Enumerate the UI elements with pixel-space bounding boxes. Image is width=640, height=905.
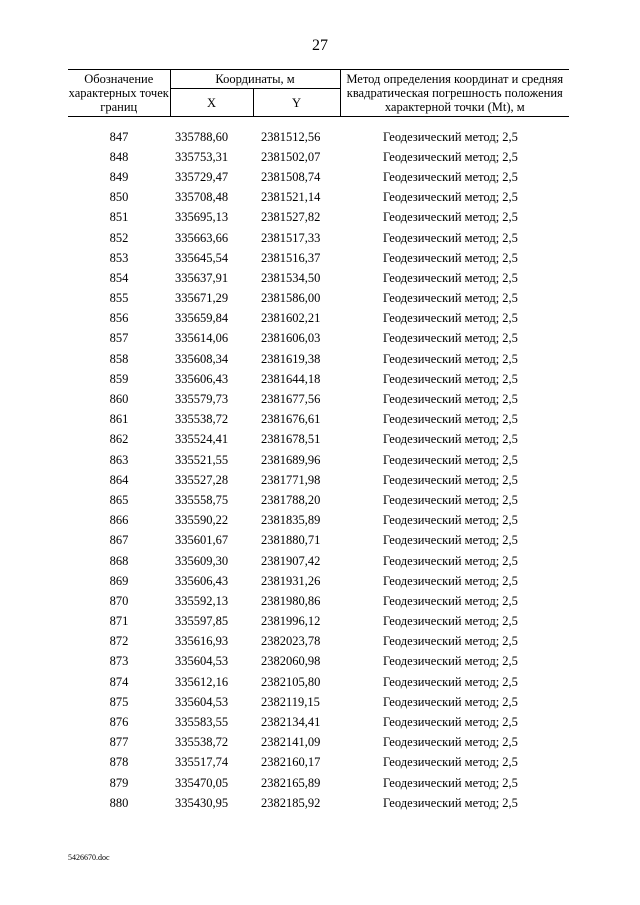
method-cell: Геодезический метод; 2,5: [383, 593, 518, 608]
table-row: [68, 672, 569, 692]
point-cell: 879: [109, 775, 129, 790]
y-cell: 2382165,89: [261, 775, 321, 790]
y-cell: 2382060,98: [261, 654, 321, 669]
method-cell: Геодезический метод; 2,5: [383, 452, 518, 467]
point-cell: 866: [109, 513, 129, 528]
method-cell: Геодезический метод; 2,5: [383, 149, 518, 164]
x-cell: 335524,41: [175, 432, 229, 447]
x-cell: 335606,43: [175, 573, 229, 588]
table-row: [68, 268, 569, 288]
method-cell: Геодезический метод; 2,5: [383, 674, 518, 689]
x-cell: 335538,72: [175, 735, 229, 750]
x-cell: 335597,85: [175, 614, 229, 629]
table-row: [68, 712, 569, 732]
x-cell: 335616,93: [175, 634, 229, 649]
y-cell: 2381534,50: [261, 270, 321, 285]
coordinates-table-wrapper: [68, 69, 569, 813]
y-cell: 2381527,82: [261, 210, 321, 225]
method-cell: Геодезический метод; 2,5: [383, 129, 518, 144]
header-point-label: Обозначение характерных точек границ: [68, 70, 170, 117]
x-cell: 335517,74: [175, 755, 229, 770]
x-cell: 335604,53: [175, 694, 229, 709]
coordinates-table: [68, 69, 569, 813]
x-cell: 335788,60: [175, 129, 229, 144]
x-cell: 335659,84: [175, 311, 229, 326]
table-row: [68, 571, 569, 591]
method-cell: Геодезический метод; 2,5: [383, 472, 518, 487]
point-cell: 857: [109, 331, 129, 346]
table-row: [68, 289, 569, 309]
method-cell: Геодезический метод; 2,5: [383, 654, 518, 669]
x-cell: 335604,53: [175, 654, 229, 669]
table-row: [68, 470, 569, 490]
y-cell: 2381606,03: [261, 331, 321, 346]
y-cell: 2382119,15: [261, 694, 320, 709]
point-cell: 871: [109, 614, 129, 629]
method-cell: Геодезический метод; 2,5: [383, 190, 518, 205]
y-cell: 2381521,14: [261, 190, 321, 205]
table-row: [68, 450, 569, 470]
method-cell: Геодезический метод; 2,5: [383, 291, 518, 306]
method-cell: Геодезический метод; 2,5: [383, 432, 518, 447]
table-row: [68, 652, 569, 672]
y-cell: 2381771,98: [261, 472, 321, 487]
method-cell: Геодезический метод; 2,5: [383, 694, 518, 709]
header-x: X: [170, 89, 253, 117]
x-cell: 335430,95: [175, 795, 229, 810]
y-cell: 2381517,33: [261, 230, 321, 245]
y-cell: 2381880,71: [261, 533, 321, 548]
point-cell: 860: [109, 392, 129, 407]
x-cell: 335606,43: [175, 371, 229, 386]
table-row: [68, 410, 569, 430]
table-row: [68, 531, 569, 551]
method-cell: Геодезический метод; 2,5: [383, 715, 518, 730]
x-cell: 335470,05: [175, 775, 229, 790]
y-cell: 2382023,78: [261, 634, 321, 649]
point-cell: 855: [109, 291, 129, 306]
y-cell: 2382141,09: [261, 735, 321, 750]
method-cell: Геодезический метод; 2,5: [383, 311, 518, 326]
table-row: [68, 309, 569, 329]
y-cell: 2381677,56: [261, 392, 321, 407]
point-cell: 868: [109, 553, 129, 568]
method-cell: Геодезический метод; 2,5: [383, 169, 518, 184]
table-row: [68, 349, 569, 369]
point-cell: 873: [109, 654, 129, 669]
table-row: [68, 632, 569, 652]
method-cell: Геодезический метод; 2,5: [383, 735, 518, 750]
point-cell: 850: [109, 190, 129, 205]
y-cell: 2381512,56: [261, 129, 321, 144]
method-cell: Геодезический метод; 2,5: [383, 371, 518, 386]
y-cell: 2381907,42: [261, 553, 321, 568]
x-cell: 335614,06: [175, 331, 229, 346]
method-cell: Геодезический метод; 2,5: [383, 270, 518, 285]
x-cell: 335521,55: [175, 452, 229, 467]
point-cell: 876: [109, 715, 129, 730]
table-row: [68, 692, 569, 712]
y-cell: 2381689,96: [261, 452, 321, 467]
y-cell: 2381516,37: [261, 250, 321, 265]
x-cell: 335671,29: [175, 291, 229, 306]
y-cell: 2381980,86: [261, 593, 321, 608]
point-cell: 856: [109, 311, 129, 326]
y-cell: 2382160,17: [261, 755, 321, 770]
table-row: [68, 511, 569, 531]
point-cell: 859: [109, 371, 129, 386]
table-row: [68, 167, 569, 187]
table-row: [68, 369, 569, 389]
method-cell: Геодезический метод; 2,5: [383, 492, 518, 507]
point-cell: 875: [109, 694, 129, 709]
point-cell: 865: [109, 492, 129, 507]
point-cell: 858: [109, 351, 129, 366]
table-row: [68, 208, 569, 228]
point-cell: 847: [109, 129, 129, 144]
page-number: 27: [312, 37, 328, 54]
point-cell: 872: [109, 634, 129, 649]
method-cell: Геодезический метод; 2,5: [383, 513, 518, 528]
y-cell: 2381835,89: [261, 513, 321, 528]
table-row: [68, 248, 569, 268]
table-row: [68, 551, 569, 571]
point-cell: 867: [109, 533, 129, 548]
table-row: [68, 188, 569, 208]
point-cell: 878: [109, 755, 129, 770]
table-row: [68, 773, 569, 793]
x-cell: 335527,28: [175, 472, 229, 487]
x-cell: 335592,13: [175, 593, 229, 608]
x-cell: 335708,48: [175, 190, 229, 205]
y-cell: 2382105,80: [261, 674, 321, 689]
table-row: [68, 228, 569, 248]
table-header: [68, 70, 569, 117]
y-cell: 2381602,21: [261, 311, 321, 326]
method-cell: Геодезический метод; 2,5: [383, 351, 518, 366]
x-cell: 335558,75: [175, 492, 229, 507]
x-cell: 335645,54: [175, 250, 229, 265]
x-cell: 335637,91: [175, 270, 229, 285]
method-cell: Геодезический метод; 2,5: [383, 795, 518, 810]
method-cell: Геодезический метод; 2,5: [383, 331, 518, 346]
y-cell: 2381676,61: [261, 412, 321, 427]
x-cell: 335583,55: [175, 715, 229, 730]
method-cell: Геодезический метод; 2,5: [383, 392, 518, 407]
point-cell: 864: [109, 472, 129, 487]
method-cell: Геодезический метод; 2,5: [383, 210, 518, 225]
point-cell: 862: [109, 432, 129, 447]
x-cell: 335538,72: [175, 412, 229, 427]
table-row: [68, 117, 569, 148]
method-cell: Геодезический метод; 2,5: [383, 250, 518, 265]
method-cell: Геодезический метод; 2,5: [383, 755, 518, 770]
header-method: Метод определения координат и средняя квадратическая погрешность положения характерной точки (Mt), м: [340, 70, 569, 117]
table-row: [68, 147, 569, 167]
x-cell: 335579,73: [175, 392, 229, 407]
method-cell: Геодезический метод; 2,5: [383, 614, 518, 629]
table-row: [68, 591, 569, 611]
point-cell: 874: [109, 674, 129, 689]
point-cell: 869: [109, 573, 129, 588]
header-y: Y: [253, 89, 340, 117]
point-cell: 880: [109, 795, 129, 810]
document-code: 5426670.doc: [68, 853, 110, 862]
method-cell: Геодезический метод; 2,5: [383, 412, 518, 427]
point-cell: 848: [109, 149, 129, 164]
point-cell: 861: [109, 412, 129, 427]
point-cell: 870: [109, 593, 129, 608]
point-cell: 851: [109, 210, 129, 225]
x-cell: 335695,13: [175, 210, 229, 225]
x-cell: 335612,16: [175, 674, 229, 689]
table-row: [68, 329, 569, 349]
y-cell: 2381678,51: [261, 432, 321, 447]
method-cell: Геодезический метод; 2,5: [383, 553, 518, 568]
point-cell: 849: [109, 169, 129, 184]
method-cell: Геодезический метод; 2,5: [383, 230, 518, 245]
y-cell: 2382134,41: [261, 715, 321, 730]
x-cell: 335663,66: [175, 230, 229, 245]
y-cell: 2381931,26: [261, 573, 321, 588]
table-row: [68, 490, 569, 510]
y-cell: 2381586,00: [261, 291, 321, 306]
header-coordinates: Координаты, м: [170, 70, 340, 89]
y-cell: 2381619,38: [261, 351, 321, 366]
y-cell: 2381508,74: [261, 169, 321, 184]
y-cell: 2381502,07: [261, 149, 321, 164]
y-cell: 2381996,12: [261, 614, 321, 629]
x-cell: 335601,67: [175, 533, 229, 548]
point-cell: 863: [109, 452, 129, 467]
table-row: [68, 733, 569, 753]
method-cell: Геодезический метод; 2,5: [383, 634, 518, 649]
y-cell: 2381788,20: [261, 492, 321, 507]
point-cell: 877: [109, 735, 129, 750]
y-cell: 2381644,18: [261, 371, 321, 386]
table-row: [68, 389, 569, 409]
x-cell: 335753,31: [175, 149, 229, 164]
method-cell: Геодезический метод; 2,5: [383, 533, 518, 548]
table-row: [68, 793, 569, 813]
x-cell: 335590,22: [175, 513, 229, 528]
table-row: [68, 753, 569, 773]
x-cell: 335609,30: [175, 553, 229, 568]
method-cell: Геодезический метод; 2,5: [383, 573, 518, 588]
table-row: [68, 612, 569, 632]
x-cell: 335608,34: [175, 351, 229, 366]
table-body: [68, 117, 569, 814]
method-cell: Геодезический метод; 2,5: [383, 775, 518, 790]
point-cell: 854: [109, 270, 129, 285]
x-cell: 335729,47: [175, 169, 229, 184]
point-cell: 853: [109, 250, 129, 265]
point-cell: 852: [109, 230, 129, 245]
y-cell: 2382185,92: [261, 795, 321, 810]
table-row: [68, 430, 569, 450]
